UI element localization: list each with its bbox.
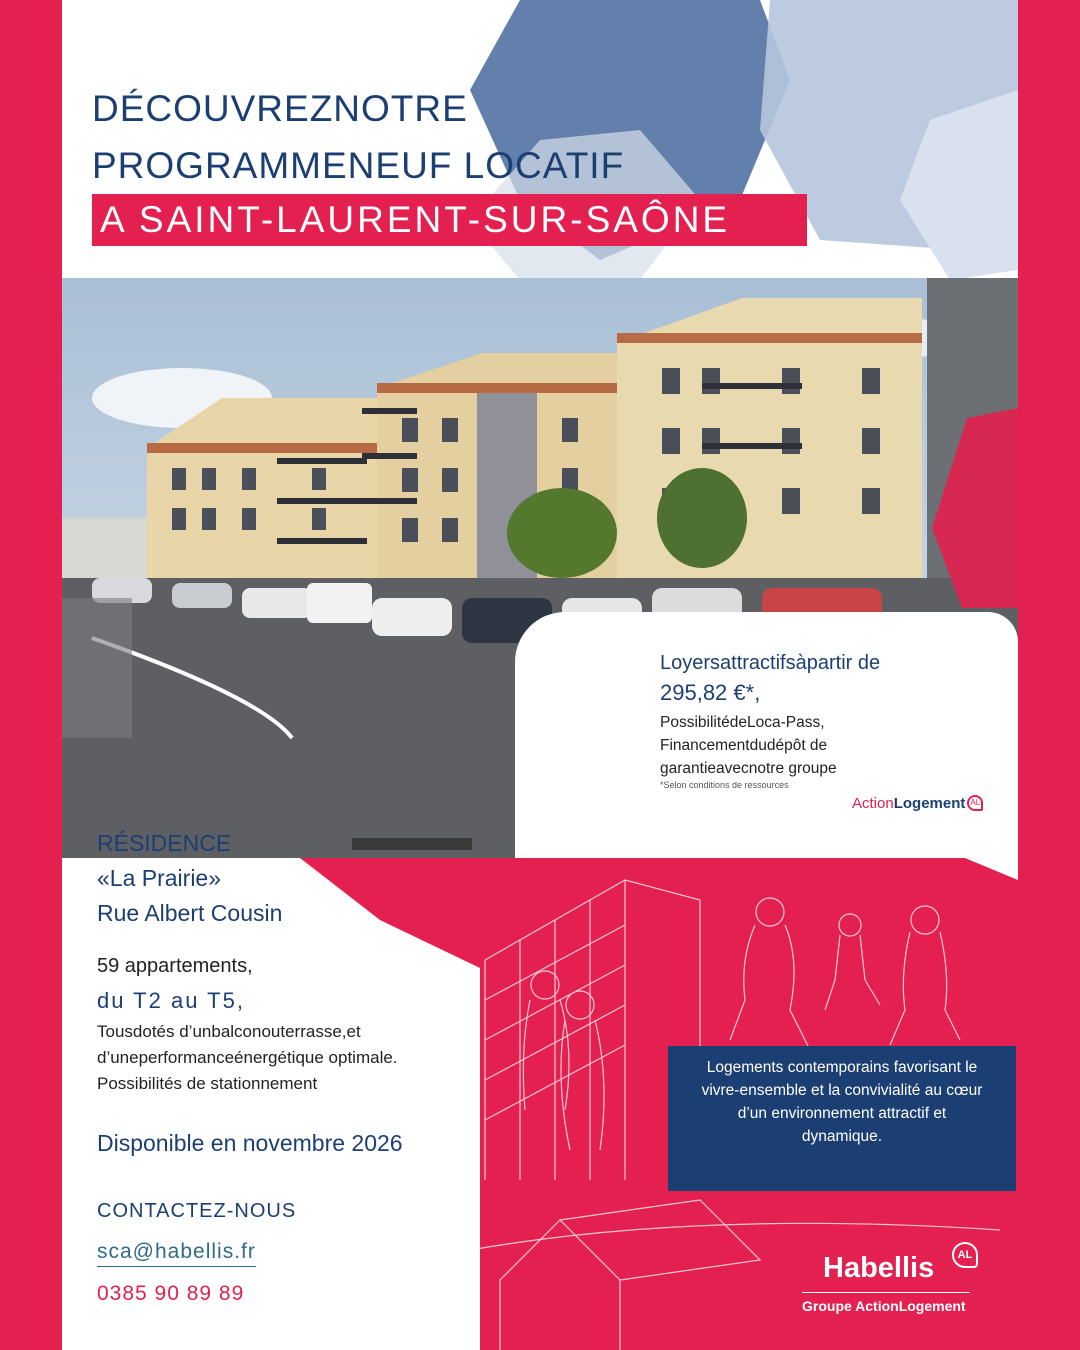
rent-line-2: Financementdudépôt de <box>660 737 828 754</box>
residence-address: Rue Albert Cousin <box>97 900 283 926</box>
brand-divider <box>802 1292 970 1293</box>
availability-date: Disponible en novembre 2026 <box>97 1130 403 1156</box>
description-line-3: d’un environnement attractif et <box>737 1105 947 1122</box>
habellis-al-badge-icon: AL <box>952 1242 978 1268</box>
feature-line-2: d’uneperformanceénergétique optimale. <box>97 1048 398 1067</box>
feature-line-1: Tousdotés d’unbalconouterrasse,et <box>97 1022 361 1041</box>
right-red-border <box>1018 0 1080 1350</box>
apartment-count: 59 appartements, <box>97 955 253 977</box>
title-line-1: DÉCOUVREZNOTRE <box>92 88 468 129</box>
brand-group-text: Groupe ActionLogement <box>802 1298 966 1314</box>
rent-line-3: garantieavecnotre groupe <box>660 760 837 777</box>
description-line-1: Logements contemporains favorisant le <box>706 1059 978 1076</box>
residence-name: «La Prairie» <box>97 865 222 891</box>
rent-line-1: PossibilitédeLoca-Pass, <box>660 714 825 731</box>
description-line-2: vivre-ensemble et la convivialité au cœur <box>701 1082 983 1099</box>
left-red-border <box>0 0 62 1350</box>
rent-price: 295,82 €*, <box>660 680 761 705</box>
habellis-logo-text: Habellis <box>823 1252 935 1284</box>
al-badge-icon: AL <box>967 795 983 811</box>
description-line-4: dynamique. <box>801 1128 883 1145</box>
logo-action-text: Action <box>852 795 894 812</box>
rent-footnote: *Selon conditions de ressources <box>660 780 789 790</box>
logo-logement-text: Logement <box>893 795 966 812</box>
residence-label: RÉSIDENCE <box>97 830 232 856</box>
title-banner-text: A SAINT-LAURENT-SUR-SAÔNE <box>100 199 731 240</box>
email-link[interactable]: sca@habellis.fr <box>97 1240 256 1267</box>
phone-link[interactable]: 0385 90 89 89 <box>97 1282 245 1305</box>
apartment-types: du T2 au T5, <box>97 988 245 1013</box>
title-line-2: PROGRAMMENEUF LOCATIF <box>92 145 625 186</box>
description-box <box>668 1046 1016 1191</box>
feature-line-3: Possibilités de stationnement <box>97 1074 318 1093</box>
contact-heading: CONTACTEZ-NOUS <box>97 1200 297 1222</box>
rent-title: Loyersattractifsàpartir de <box>660 652 881 674</box>
